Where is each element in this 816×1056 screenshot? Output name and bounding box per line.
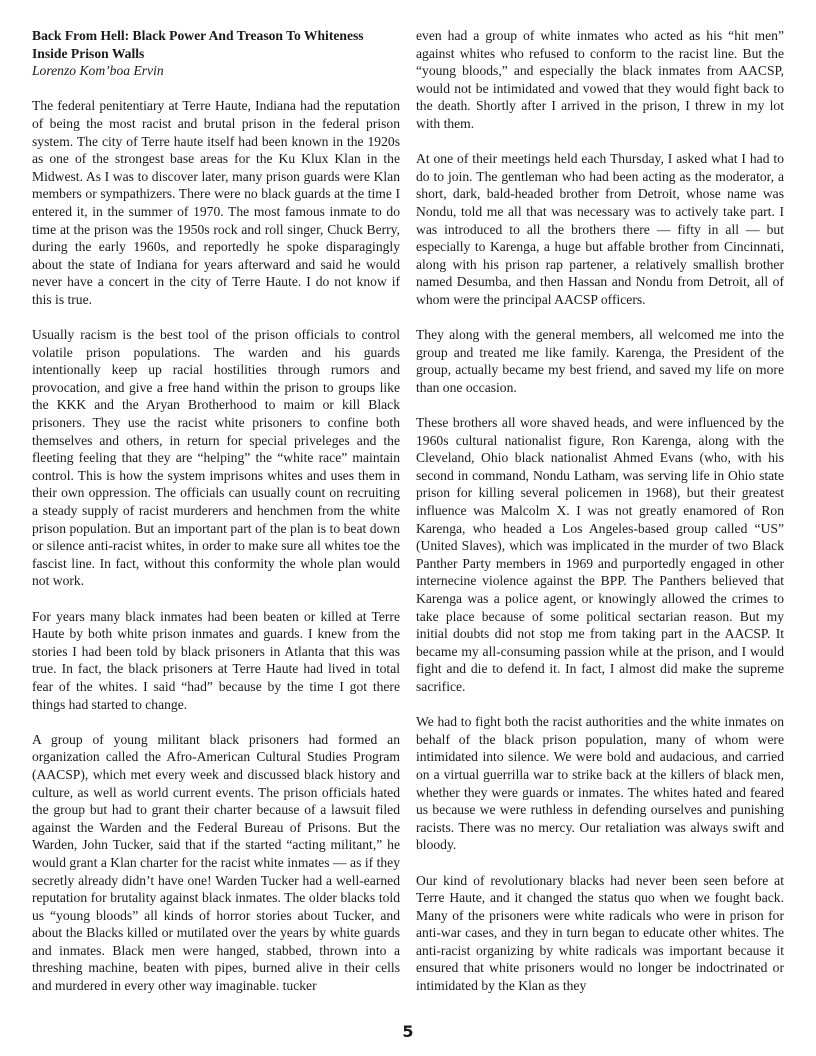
paragraph: Usually racism is the best tool of the prison officials to control volatile prison populations. The warden and his guards intentionally keep up racial hostilities through rumors and provocation, and give a free hand within the prison to groups like the KKK and the Aryan Brotherhood to maim or kill Black prisoners. They use the racist white prisoners to confine both themselves and others, in return for special priveleges and the fleeting feeling that they are “helping” the “white race” maintain control. This is how the system imprisons whites and uses them in their own oppression. The officials can usually count on recruiting a steady supply of racist murderers and henchmen from the white prison population. But an important part of the plan is to beat down or silence anti-racist whites, in order to make sure all whites toe the fascist line. In fact, without this conformity the whole plan would not work. (32, 327, 400, 589)
paragraph: The federal penitentiary at Terre Haute, Indiana had the reputation of being the most racist and brutal prison in the federal prison system. The city of Terre haute itself had been known in the 1920s as one of the strongest base areas for the Ku Klux Klan in the Midwest. As I was to discover later, many prison guards were Klan members or sympathizers. There were no black guards at the time I entered it, in the summer of 1970. The most famous inmate to do time at the prison was the 1950s rock and roll singer, Chuck Berry, during the early 1960s, and reportedly he spoke disparagingly about the state of Indiana for years afterward and said he would never have a concert in the city of Terre Haute. I do not know if this is true. (32, 98, 400, 307)
paragraph: A group of young militant black prisoners had formed an organization called the Afro-American Cultural Studies Program (AACSP), which met every week and discussed black history and culture, as well as world current events. The prison officials hated the group but had to grant their charter because of a lawsuit filed against the Warden and the Federal Bureau of Prisons. But the Warden, John Tucker, said that if the started “acting militant,” he would grant a Klan charter for the racist white inmates — as if they secretly already didn’t have one! Warden Tucker had a well-earned reputation for brutality against black inmates. The older blacks told us “young bloods” all kinds of horror stories about Tucker, and about the Blacks killed or mutilated over the years by white guards and inmates. Black men were hanged, stabbed, thrown into a threshing machine, beaten with pipes, burned alive in their cells and murdered in every other way imaginable. tucker (32, 731, 400, 994)
paragraph: We had to fight both the racist authorities and the white inmates on behalf of the black prison population, many of whom were intimidated into silence. We were bold and audacious, and carried on a virtual guerrilla war to strike back at the killers of black men, whether they were guards or inmates. The whites hated and feared us because we were ruthless in defending ourselves and punishing racists. There was no mercy. Our retaliation was always swift and bloody. (416, 714, 784, 853)
paragraph: At one of their meetings held each Thursday, I asked what I had to do to join. The gentleman who had been acting as the moderator, a short, dark, bald-headed brother from Detroit, whose name was Nondu, told me all that was necessary was to actively take part. I was introduced to all the brothers there — fifty in all — but especially to Karenga, a huge but affable brother from Cincinnati, along with his prison rap partener, a relatively smallish brother named Desumba, and then Hassan and Nondu from Detroit, all of whom were the principal AACSP officers. (416, 151, 784, 307)
paragraph: even had a group of white inmates who acted as his “hit men” against whites who refused to conform to the racist line. But the “young bloods,” and especially the black inmates from AACSP, would not be intimidated and vowed that they would fight back to the death. Shortly after I arrived in the prison, I threw in my lot with them. (416, 28, 784, 131)
article-author: Lorenzo Kom’boa Ervin (32, 63, 164, 79)
left-column (32, 27, 400, 1012)
page-number: 5 (402, 1022, 414, 1041)
paragraph: For years many black inmates had been beaten or killed at Terre Haute by both white prison inmates and guards. I knew from the stories I had been told by black prisoners in Atlanta that this was true. In fact, the black prisoners at Terre Haute had lived in total fear of the whites. I said “had” because by the time I got there things had started to change. (32, 608, 400, 712)
article-title: Back From Hell: Black Power And Treason To Whiteness Inside Prison Walls (32, 28, 364, 61)
right-column (416, 27, 784, 1012)
paragraph: They along with the general members, all welcomed me into the group and treated me like family. Karenga, the President of the group, actually became my best friend, and saved my life on more than one occasion. (416, 327, 784, 395)
paragraph: Our kind of revolutionary blacks had never been seen before at Terre Haute, and it changed the status quo when we fought back. Many of the prisoners were white radicals who were in prison for anti-war cases, and they in turn began to educate other whites. The anti-racist organizing by white radicals was important because it ensured that white prisoners would no longer be indoctrinated or intimidated by the Klan as they (416, 872, 784, 994)
paragraph: These brothers all wore shaved heads, and were influenced by the 1960s cultural nationalist figure, Ron Karenga, along with the Cleveland, Ohio black nationalist Ahmed Evans (who, with his second in command, Nondu Latham, was serving life in Ohio state prison for killing several policemen in 1968), but their greatest influence was Malcolm X. I was not greatly enamored of Ron Karenga, who headed a Los Angeles-based group called “US” (United Slaves), which was implicated in the murder of two Black Panther Party members in 1969 and purportedly engaged in other internecine violence against the BPP. The Panthers believed that Karenga was a police agent, or knowingly allowed the crimes to take place because of some political sectarian reason. But my initial doubts did not stop me from taking part in the AACSP. It became my all-consuming passion while at the prison, and I would fight and die to defend it. In fact, I almost did make the supreme sacrifice. (416, 415, 784, 694)
